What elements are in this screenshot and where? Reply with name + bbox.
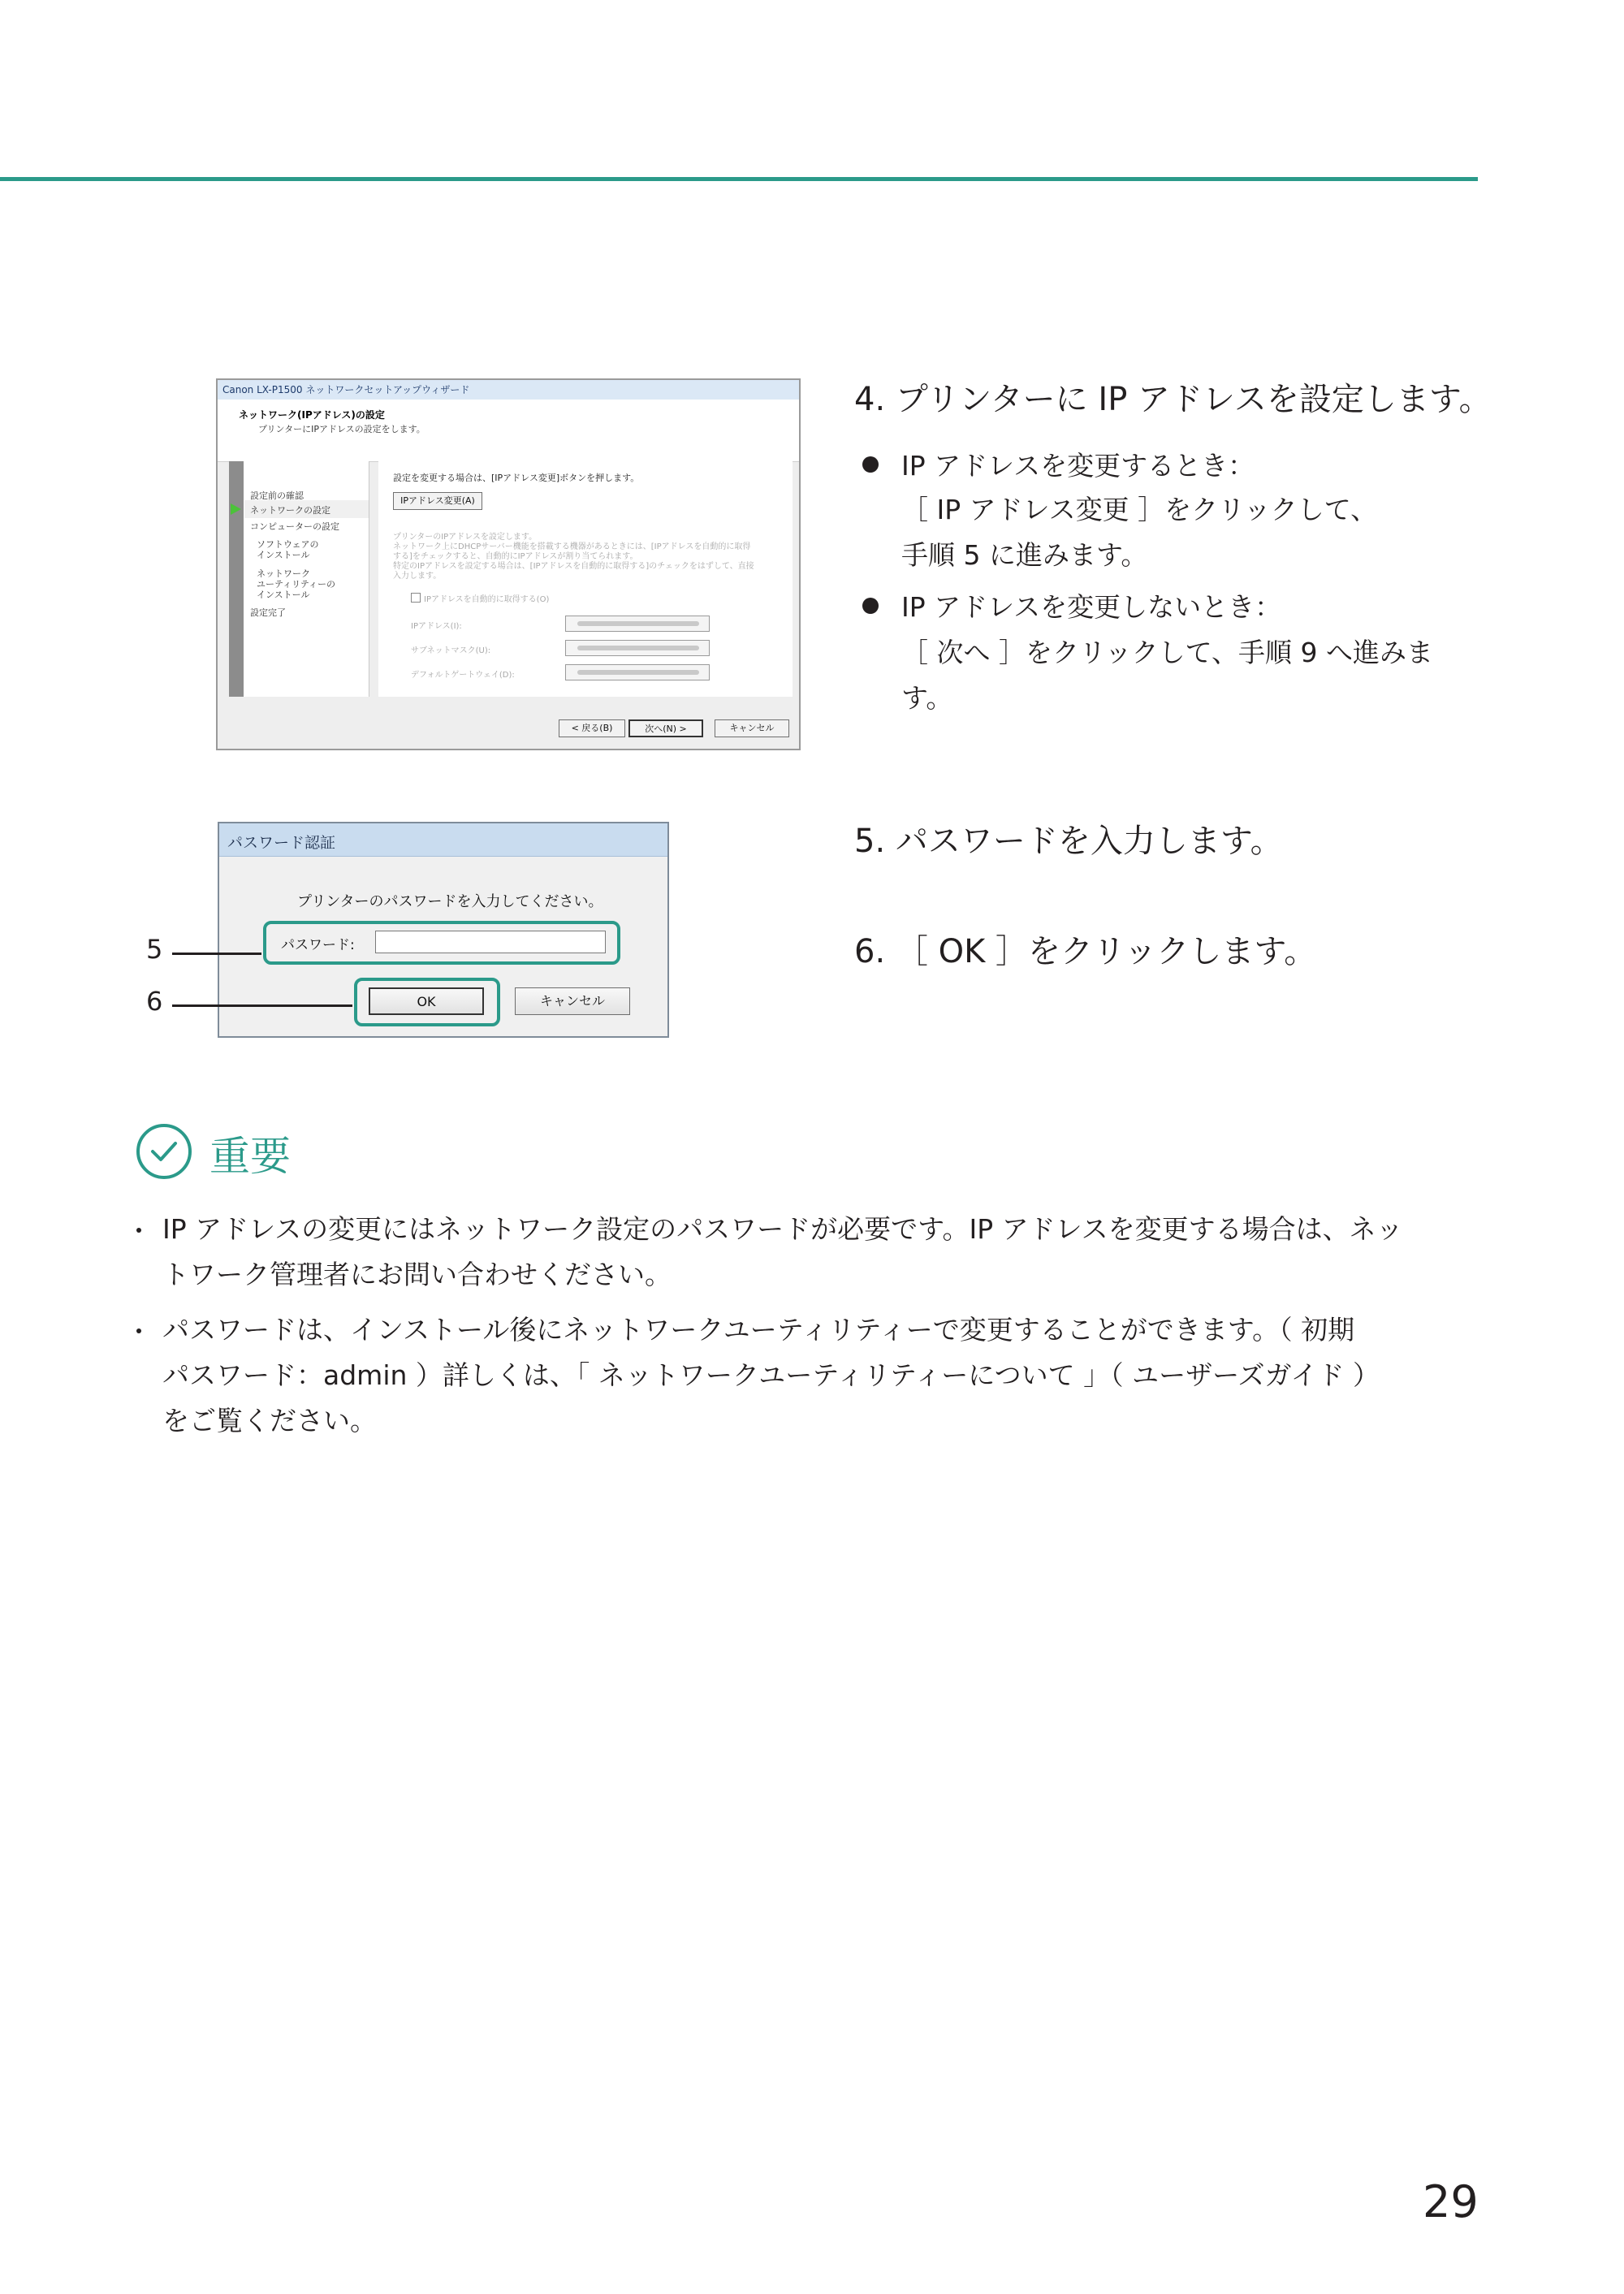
step-4-bullet-1-line2: ［ IP アドレス変更 ］をクリックして、: [901, 494, 1378, 525]
password-dialog-titlebar: [219, 823, 667, 857]
step-4: 4. プリンターに IP アドレスを設定します。: [854, 381, 1492, 418]
note-bullet-icon: [136, 1328, 141, 1333]
step-4-bullet-2-line3: す。: [901, 682, 953, 714]
sidebar-item-utility-2: ユーティリティーの: [257, 579, 336, 590]
wizard-main: [378, 461, 793, 697]
sidebar-item-utility-3: インストール: [257, 590, 310, 600]
back-button[interactable]: < 戻る(B): [559, 719, 625, 737]
password-field-highlight: [263, 921, 620, 965]
sidebar-item-utility: ネットワーク: [257, 568, 310, 579]
current-step-arrow-icon: [231, 503, 241, 515]
wizard-title: Canon LX-P1500 ネットワークセットアップウィザード: [222, 384, 470, 395]
info-line: する]をチェックすると、自動的にIPアドレスが割り当てられます。: [393, 552, 638, 561]
step-4-bullet-1-line3: 手順 5 に進みます。: [901, 539, 1148, 571]
ip-label: IPアドレス(I):: [411, 622, 462, 631]
gateway-label: デフォルトゲートウェイ(D):: [411, 671, 515, 680]
sidebar-item-network: ネットワークの設定: [250, 505, 330, 516]
info-line: 入力します。: [393, 572, 442, 581]
wizard-titlebar: [218, 380, 799, 400]
step-4-bullet-2-line2: ［ 次へ ］をクリックして、手順 9 へ進みま: [901, 637, 1433, 668]
gateway-field[interactable]: [565, 664, 710, 680]
wizard-header: [218, 400, 799, 462]
wizard-subheading: プリンターにIPアドレスの設定をします。: [258, 424, 425, 434]
auto-ip-checkbox[interactable]: [411, 593, 421, 603]
sidebar-item-complete: 設定完了: [250, 607, 286, 618]
password-prompt: プリンターのパスワードを入力してください。: [297, 893, 603, 910]
note-2: パスワードは、インストール後にネットワークユーティリティーで変更することができます。（ 初期: [162, 1314, 1355, 1346]
page-number: 29: [1423, 2176, 1479, 2227]
bullet-icon: [862, 598, 879, 614]
change-ip-button[interactable]: IPアドレス変更(A): [393, 492, 482, 510]
dialog-cancel-button[interactable]: キャンセル: [515, 987, 630, 1015]
sidebar-item-preflight: 設定前の確認: [250, 490, 304, 501]
next-button[interactable]: 次へ(N) >: [628, 719, 703, 737]
callout-6-line: [172, 1004, 352, 1007]
info-line: ネットワーク上にDHCPサーバー機能を搭載する機器があるときには、[IPアドレスを自動的に取得: [393, 542, 751, 551]
ok-button[interactable]: OK: [369, 987, 484, 1015]
info-line: プリンターのIPアドレスを設定します。: [393, 533, 538, 542]
note-1: IP アドレスの変更にはネットワーク設定のパスワードが必要です。IP アドレスを変更する場合は、ネッ: [162, 1213, 1403, 1245]
info-line: 特定のIPアドレスを設定する場合は、[IPアドレスを自動的に取得する]のチェックをはずして、直接: [393, 562, 754, 571]
ip-field[interactable]: [565, 616, 710, 632]
bullet-icon: [862, 456, 879, 473]
wizard-heading: ネットワーク(IPアドレス)の設定: [239, 409, 385, 421]
note-bullet-icon: [136, 1228, 141, 1233]
password-label: パスワード:: [281, 937, 355, 953]
step-6: 6. ［ OK ］をクリックします。: [854, 933, 1317, 970]
note-2-line3: をご覧ください。: [162, 1405, 377, 1436]
subnet-label: サブネットマスク(U):: [411, 646, 491, 655]
step-4-bullet-1: IP アドレスを変更するとき：: [901, 450, 1255, 482]
callout-6-number: 6: [146, 986, 163, 1017]
sidebar-item-software: ソフトウェアの: [257, 539, 319, 550]
ok-button-highlight: [354, 978, 500, 1026]
sidebar-bar: [229, 461, 244, 697]
step-4-bullet-2: IP アドレスを変更しないとき：: [901, 591, 1282, 623]
cancel-button[interactable]: キャンセル: [715, 719, 789, 737]
sidebar-item-software-2: インストール: [257, 550, 310, 560]
callout-5-line: [172, 953, 261, 955]
wizard-sidebar: [229, 461, 369, 697]
step-5: 5. パスワードを入力します。: [854, 823, 1283, 860]
sidebar-item-computer: コンピューターの設定: [250, 521, 339, 532]
wizard-screenshot: [216, 378, 801, 750]
header-rule: [0, 177, 1478, 181]
callout-5-number: 5: [146, 934, 163, 965]
wizard-instruction: 設定を変更する場合は、[IPアドレス変更]ボタンを押します。: [393, 473, 640, 483]
checkmark-circle-icon: [136, 1124, 192, 1179]
password-dialog-title: パスワード認証: [227, 834, 336, 852]
note-1-line2: トワーク管理者にお問い合わせください。: [162, 1259, 672, 1290]
important-title: 重要: [209, 1133, 291, 1180]
note-2-line2: パスワード：admin ）詳しくは、「 ネットワークユーティリティーについて 」（ ユーザーズガイド ）: [162, 1359, 1380, 1391]
subnet-field[interactable]: [565, 640, 710, 656]
auto-ip-label: IPアドレスを自動的に取得する(O): [424, 595, 550, 604]
